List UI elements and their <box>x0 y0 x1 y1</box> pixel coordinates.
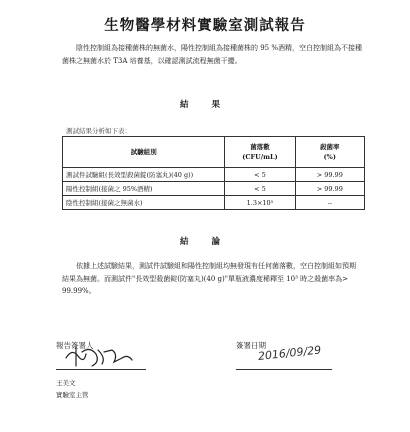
column-header-cfu <box>225 137 295 168</box>
table-caption: 測試結果分析如下表： <box>66 127 131 135</box>
row-cfu: 1.3×10⁵ <box>225 196 295 210</box>
table-header-row <box>63 137 365 168</box>
table-row <box>63 168 365 182</box>
rate-header-text: 殺菌率 (%) <box>320 143 340 161</box>
table-row <box>63 182 365 196</box>
conclusion-heading: 結 論 <box>180 237 230 247</box>
row-group: 測試件試驗組(長效型殺菌錠(防塞丸)(40 g)) <box>63 168 225 182</box>
row-rate: > 99.99 <box>295 182 364 196</box>
reporter-label: 報告簽署人 <box>56 341 94 350</box>
report-title: 生物醫學材料實驗室測試報告 <box>104 17 306 34</box>
reporter-signature-line <box>56 369 146 370</box>
reporter-title: 實驗室主管 <box>56 391 89 399</box>
results-table <box>62 136 365 210</box>
results-heading: 結 果 <box>180 100 230 110</box>
date-signature-line <box>236 369 332 370</box>
row-cfu: < 5 <box>225 168 295 182</box>
column-header-group: 試驗組別 <box>63 137 225 168</box>
intro-paragraph: 陰性控制組為接種菌株的無菌水，陽性控制組為接種菌株的 95 %酒精，空白控制組為不接種菌株之無菌水於 T3A 培養基，以確認測試流程無菌干擾。 <box>62 44 363 65</box>
row-group: 陽性控制組(接菌之 95%酒精) <box>63 182 225 196</box>
row-cfu: < 5 <box>225 182 295 196</box>
row-rate: > 99.99 <box>295 168 364 182</box>
handwritten-signature <box>62 344 142 370</box>
row-group: 陰性控制組(接菌之無菌水) <box>63 196 225 210</box>
cfu-header-text: 菌落數 (CFU/mL) <box>242 143 278 161</box>
column-header-rate <box>295 137 364 168</box>
reporter-name: 王美文 <box>56 379 76 387</box>
table-row <box>63 196 365 210</box>
conclusion-paragraph: 依據上述試驗結果，測試件試驗組和陽性控制組均無發現有任何菌落數，空白控制組如預期結果為無菌。而測試件"長效型殺菌錠(防塞丸)(40 g)"單瓶液濃度稀釋至 10³ 時之殺菌率為> 99.99%。 <box>62 262 356 295</box>
row-rate: -- <box>295 196 364 210</box>
date-label: 簽署日期 <box>236 341 266 350</box>
handwritten-date: 2016/09/29 <box>257 343 322 363</box>
